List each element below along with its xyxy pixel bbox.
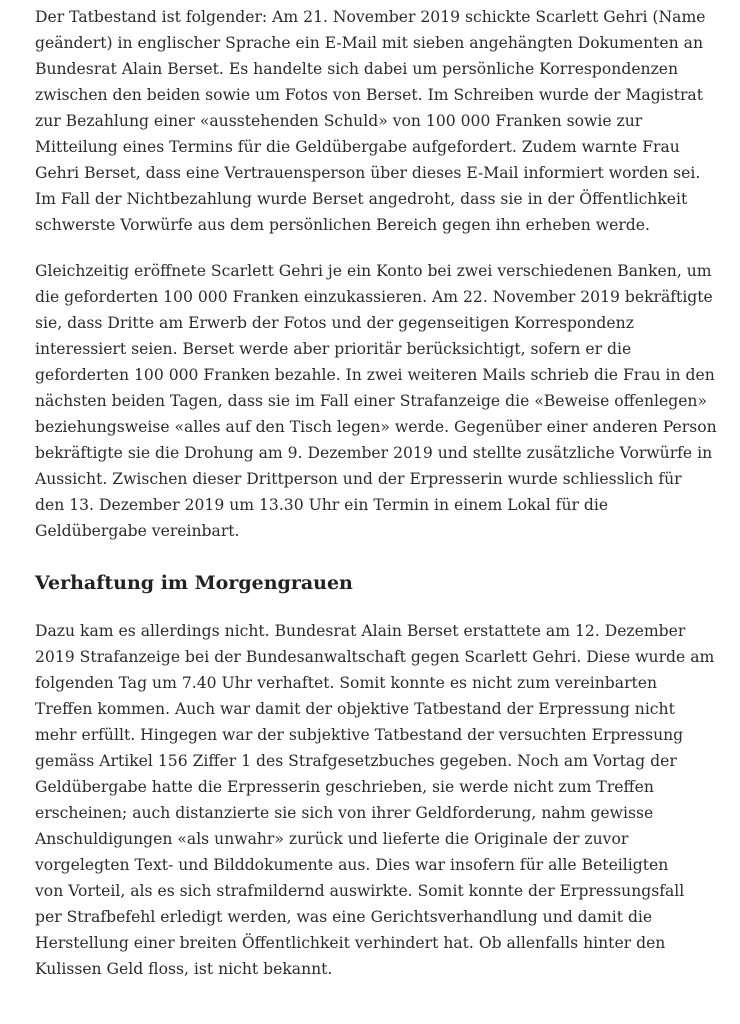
- text-line: von Vorteil, als es sich strafmildernd auswirkte. Somit konnte der Erpressungsfall: [35, 882, 685, 900]
- paragraph-konto: [35, 258, 725, 544]
- text-line: beziehungsweise «alles auf den Tisch legen» werde. Gegenüber einer anderen Person: [35, 418, 717, 436]
- paragraph-verhaftung: [35, 618, 725, 982]
- text-line: Treffen kommen. Auch war damit der objektive Tatbestand der Erpressung nicht: [35, 700, 675, 718]
- text-line: Der Tatbestand ist folgender: Am 21. November 2019 schickte Scarlett Gehri (Name: [35, 8, 706, 26]
- paragraph-tatbestand: [35, 4, 725, 238]
- text-line: per Strafbefehl erledigt werden, was eine Gerichtsverhandlung und damit die: [35, 908, 653, 926]
- text-line: Herstellung einer breiten Öffentlichkeit verhindert hat. Ob allenfalls hinter den: [35, 934, 666, 952]
- text-line: folgenden Tag um 7.40 Uhr verhaftet. Somit konnte es nicht zum vereinbarten: [35, 674, 658, 692]
- text-line: nächsten beiden Tagen, dass sie im Fall einer Strafanzeige die «Beweise offenlegen»: [35, 392, 707, 410]
- text-line: gemäss Artikel 156 Ziffer 1 des Strafgesetzbuches gegeben. Noch am Vortag der: [35, 752, 677, 770]
- text-line: Kulissen Geld floss, ist nicht bekannt.: [35, 960, 333, 978]
- text-line: schwerste Vorwürfe aus dem persönlichen Bereich gegen ihn erheben werde.: [35, 216, 650, 234]
- text-line: zur Bezahlung einer «ausstehenden Schuld» von 100 000 Franken sowie zur: [35, 112, 643, 130]
- text-line: geforderten 100 000 Franken bezahle. In zwei weiteren Mails schrieb die Frau in den: [35, 366, 715, 384]
- text-line: Bundesrat Alain Berset. Es handelte sich dabei um persönliche Korrespondenzen: [35, 60, 679, 78]
- text-line: geändert) in englischer Sprache ein E-Mail mit sieben angehängten Dokumenten an: [35, 34, 703, 52]
- text-line: Anschuldigungen «als unwahr» zurück und lieferte die Originale der zuvor: [35, 830, 629, 848]
- text-line: Im Fall der Nichtbezahlung wurde Berset angedroht, dass sie in der Öffentlichkeit: [35, 190, 688, 208]
- text-line: interessiert seien. Berset werde aber prioritär berücksichtigt, sofern er die: [35, 340, 632, 358]
- text-line: erscheinen; auch distanzierte sie sich von ihrer Geldforderung, nahm gewisse: [35, 804, 654, 822]
- text-line: 2019 Strafanzeige bei der Bundesanwaltschaft gegen Scarlett Gehri. Diese wurde am: [35, 648, 715, 666]
- text-line: Mitteilung eines Termins für die Geldübergabe aufgefordert. Zudem warnte Frau: [35, 138, 680, 156]
- text-line: zwischen den beiden sowie um Fotos von Berset. Im Schreiben wurde der Magistrat: [35, 86, 703, 104]
- text-line: Dazu kam es allerdings nicht. Bundesrat Alain Berset erstattete am 12. Dezember: [35, 622, 686, 640]
- text-line: sie, dass Dritte am Erwerb der Fotos und der gegenseitigen Korrespondenz: [35, 314, 634, 332]
- text-line: Geldübergabe vereinbart.: [35, 522, 240, 540]
- section-heading: Verhaftung im Morgengrauen: [35, 572, 353, 594]
- text-line: die geforderten 100 000 Franken einzukassieren. Am 22. November 2019 bekräftigte: [35, 288, 713, 306]
- text-line: Gehri Berset, dass eine Vertrauensperson über dieses E-Mail informiert worden sei.: [35, 164, 701, 182]
- text-line: vorgelegten Text- und Bilddokumente aus. Dies war insofern für alle Beteiligten: [35, 856, 669, 874]
- text-line: bekräftigte sie die Drohung am 9. Dezember 2019 und stellte zusätzliche Vorwürfe in: [35, 444, 713, 462]
- text-line: mehr erfüllt. Hingegen war der subjektive Tatbestand der versuchten Erpressung: [35, 726, 684, 744]
- text-line: Gleichzeitig eröffnete Scarlett Gehri je ein Konto bei zwei verschiedenen Banken, um: [35, 262, 712, 280]
- text-line: Geldübergabe hatte die Erpresserin geschrieben, sie werde nicht zum Treffen: [35, 778, 654, 796]
- text-line: Aussicht. Zwischen dieser Drittperson und der Erpresserin wurde schliesslich für: [35, 470, 682, 488]
- text-line: den 13. Dezember 2019 um 13.30 Uhr ein Termin in einem Lokal für die: [35, 496, 609, 514]
- article-body: [35, 4, 725, 982]
